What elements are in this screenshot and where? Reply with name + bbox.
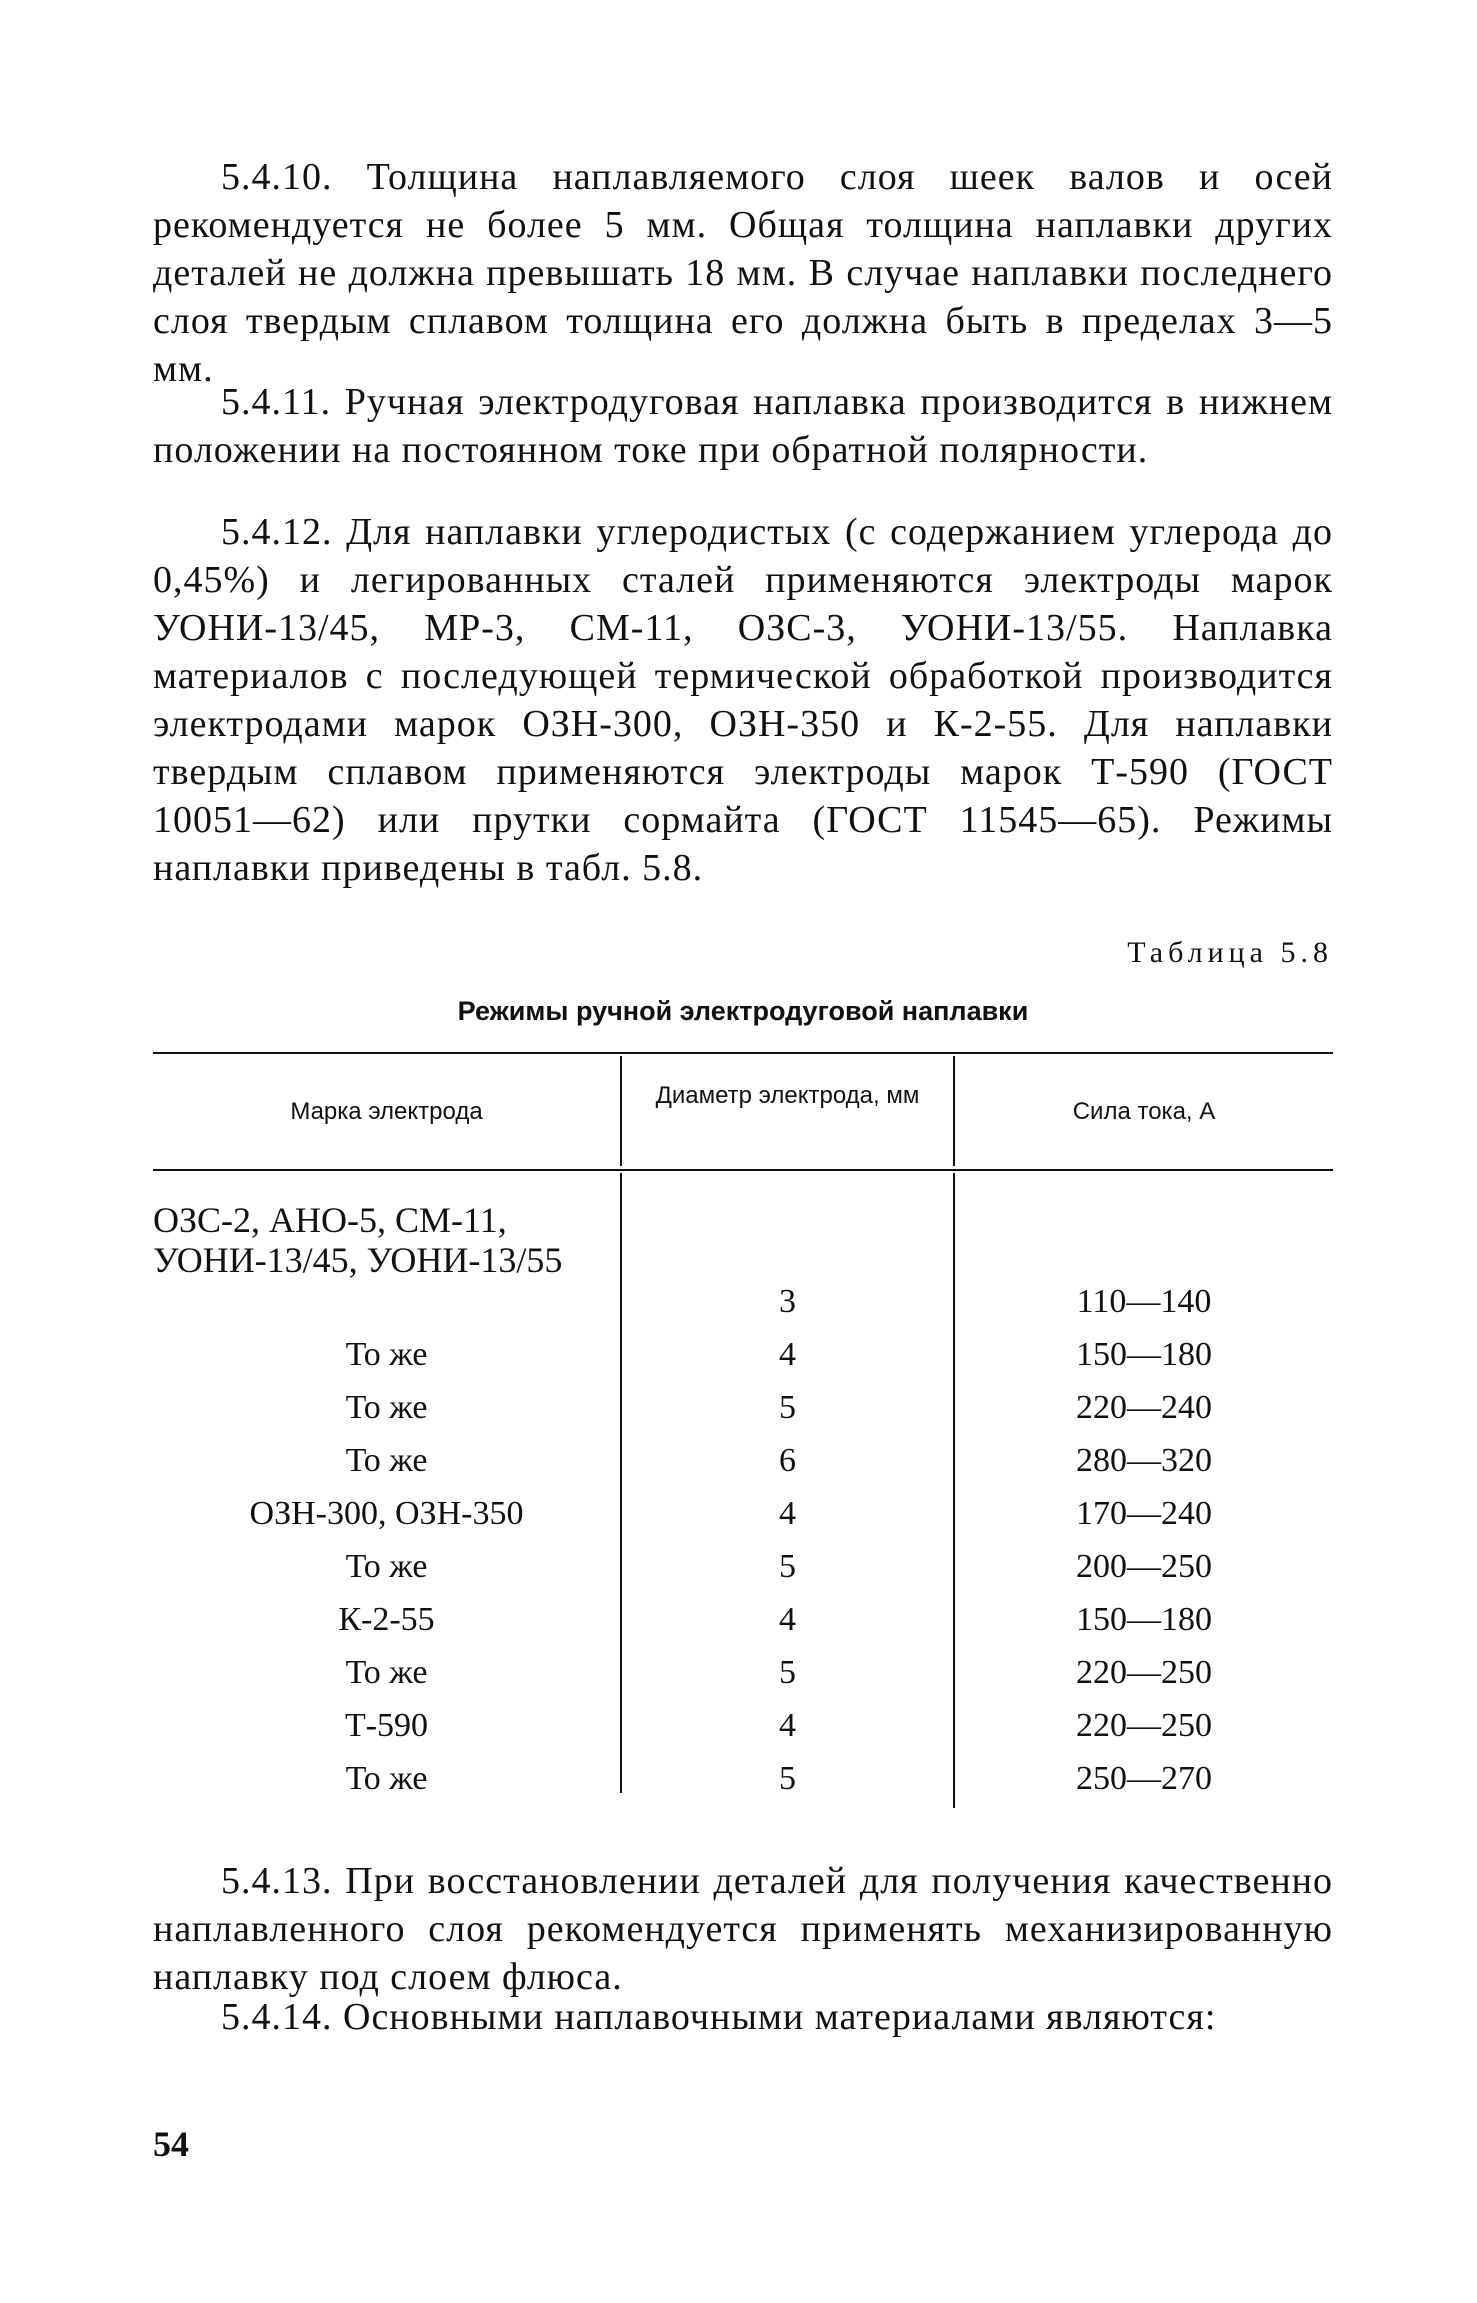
row-electrode: То же <box>345 1548 428 1585</box>
row-electrode: То же <box>345 1389 428 1426</box>
table-header-rule <box>153 1169 1333 1171</box>
row-diameter: 4 <box>779 1336 796 1373</box>
table-row <box>153 1384 1333 1437</box>
row-diameter: 5 <box>779 1548 796 1585</box>
row-current: 150—180 <box>1076 1601 1212 1638</box>
table-row <box>153 1596 1333 1649</box>
paragraph-5-4-12: 5.4.12. Для наплавки углеродистых (с содержанием углерода до 0,45%) и легированных сталей применяются электроды марок УОНИ-13/45, МР-3, СМ-11, ОЗС-3, УОНИ-13/55. Наплавка материалов с последующей термической обработкой производится электродами марок ОЗН-300, ОЗН-350 и К-2-55. Для наплавки твердым сплавом применяются электроды марок Т-590 (ГОСТ 10051—62) или прутки сормайта (ГОСТ 11545—65). Режимы наплавки приведены в табл. 5.8. <box>153 511 1333 889</box>
header-diameter: Диаметр электрода, мм <box>655 1082 920 1109</box>
row-current: 220—250 <box>1076 1707 1212 1744</box>
table-row <box>153 1331 1333 1384</box>
row-electrode: Т-590 <box>344 1707 429 1744</box>
row-diameter: 5 <box>779 1760 796 1797</box>
row-diameter: 4 <box>779 1495 796 1532</box>
table-row <box>153 1649 1333 1702</box>
table-title: Режимы ручной электродуговой наплавки <box>457 996 1029 1026</box>
page-number: 54 <box>153 2124 189 2164</box>
paragraph-5-4-11: 5.4.11. Ручная электродуговая наплавка производится в нижнем положении на постоянном токе при обратной полярности. <box>153 381 1333 471</box>
row-current: 110—140 <box>1076 1283 1212 1320</box>
header-divider-1 <box>620 1056 622 1166</box>
row-electrode: То же <box>345 1336 428 1373</box>
table-row <box>153 1702 1333 1755</box>
table-caption: Таблица 5.8 <box>1127 936 1333 969</box>
table-row <box>153 1755 1333 1808</box>
row-electrode: То же <box>345 1654 428 1691</box>
row-current: 220—250 <box>1076 1654 1212 1691</box>
table-body <box>153 1278 1333 1808</box>
row-electrode: ОЗН-300, ОЗН-350 <box>249 1495 524 1532</box>
row-current: 220—240 <box>1076 1389 1212 1426</box>
row-diameter: 5 <box>779 1389 796 1426</box>
table-row <box>153 1278 1333 1331</box>
row-diameter: 4 <box>779 1707 796 1744</box>
table-row <box>153 1490 1333 1543</box>
row-electrode: К-2-55 <box>338 1601 435 1638</box>
row-electrode: То же <box>345 1760 428 1797</box>
table-row <box>153 1437 1333 1490</box>
first-row-electrode: ОЗС-2, АНО-5, СМ-11, УОНИ-13/45, УОНИ-13/55 <box>153 1200 563 1280</box>
row-electrode: То же <box>345 1442 428 1479</box>
row-current: 250—270 <box>1076 1760 1212 1797</box>
paragraph-5-4-13: 5.4.13. При восстановлении деталей для получения качественно наплавленного слоя рекомендуется применять механизированную наплавку под слоем флюса. <box>153 1860 1333 1998</box>
header-current: Сила тока, А <box>1072 1098 1216 1125</box>
paragraph-5-4-14: 5.4.14. Основными наплавочными материалами являются: <box>221 1996 1217 2038</box>
paragraph-5-4-10: 5.4.10. Толщина наплавляемого слоя шеек валов и осей рекомендуется не более 5 мм. Общая толщина наплавки других деталей не должна превышать 18 мм. В случае наплавки последнего слоя твердым сплавом толщина его должна быть в пределах 3—5 мм. <box>153 156 1333 390</box>
row-current: 200—250 <box>1076 1548 1212 1585</box>
row-diameter: 5 <box>779 1654 796 1691</box>
table-row <box>153 1543 1333 1596</box>
row-current: 280—320 <box>1076 1442 1212 1479</box>
row-current: 150—180 <box>1076 1336 1212 1373</box>
row-diameter: 4 <box>779 1601 796 1638</box>
row-diameter: 3 <box>779 1283 796 1320</box>
row-current: 170—240 <box>1076 1495 1212 1532</box>
row-diameter: 6 <box>779 1442 796 1479</box>
table-top-rule <box>153 1052 1333 1054</box>
header-electrode: Марка электрода <box>290 1098 483 1125</box>
